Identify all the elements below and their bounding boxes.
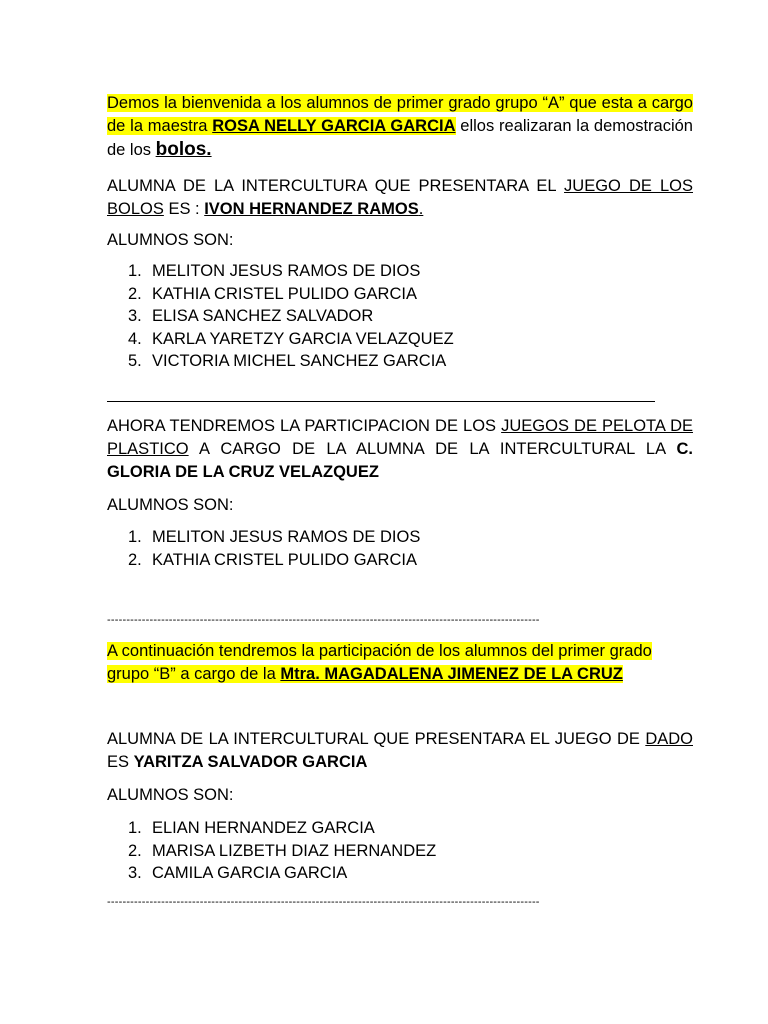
- students-heading: ALUMNOS SON:: [107, 496, 234, 514]
- list-item: 3. CAMILA GARCIA GARCIA: [128, 864, 348, 882]
- teacher-name: Mtra. MAGADALENA JIMENEZ DE LA CRUZ: [280, 665, 623, 683]
- list-item: 5. VICTORIA MICHEL SANCHEZ GARCIA: [128, 352, 447, 370]
- students-heading: ALUMNOS SON:: [107, 786, 234, 804]
- game-name: JUEGOS DE PELOTA DE PLASTICO: [107, 417, 693, 458]
- list-item: 2. KATHIA CRISTEL PULIDO GARCIA: [128, 550, 417, 569]
- list-item: 1. MELITON JESUS RAMOS DE DIOS: [128, 528, 421, 546]
- game-name: JUEGO DE LOS BOLOS: [107, 177, 693, 218]
- section-a-intro: [107, 92, 693, 162]
- section-c-intro: [107, 640, 693, 686]
- section-c-presenter: ALUMNA DE LA INTERCULTURAL QUE PRESENTARA EL JUEGO DE DADO ES YARITZA SALVADOR GARCIA: [107, 730, 693, 771]
- section-b-text: AHORA TENDREMOS LA PARTICIPACION DE LOS JUEGOS DE PELOTA DE PLASTICO A CARGO DE LA ALUMNA DE LA INTERCULTURAL LA C. GLORIA DE LA CRUZ VELAZQUEZ: [107, 417, 693, 481]
- list-item: 1. ELIAN HERNANDEZ GARCIA: [128, 819, 375, 837]
- game-name: bolos.: [155, 139, 212, 160]
- presenter-text: ES :: [163, 200, 205, 218]
- presenter-text: .: [418, 200, 424, 218]
- student-list: [107, 260, 454, 373]
- list-item: 3. ELISA SANCHEZ SALVADOR: [128, 307, 374, 325]
- presenter-name: IVON HERNANDEZ RAMOS: [204, 200, 419, 218]
- presenter-text: ALUMNA DE LA INTERCULTURA QUE PRESENTARA EL: [107, 177, 565, 195]
- list-item: 2. MARISA LIZBETH DIAZ HERNANDEZ: [128, 841, 437, 860]
- students-heading: ALUMNOS SON:: [107, 231, 234, 249]
- teacher-name: ROSA NELLY GARCIA GARCIA: [212, 117, 456, 135]
- list-item: 4. KARLA YARETZY GARCIA VELAZQUEZ: [128, 329, 454, 348]
- game-name: DADO: [645, 730, 693, 748]
- presenter-name: C. GLORIA DE LA CRUZ VELAZQUEZ: [107, 440, 693, 481]
- presenter-name: YARITZA SALVADOR GARCIA: [133, 753, 368, 771]
- list-item: 1. MELITON JESUS RAMOS DE DIOS: [128, 262, 421, 280]
- intro-text: ellos realizaran la demostración de los: [107, 117, 693, 159]
- separator-line: [107, 401, 655, 402]
- dashed-separator: ----------------------------------------------------------------------------------------------------------------: [107, 614, 540, 626]
- dashed-separator: ----------------------------------------------------------------------------------------------------------------: [107, 896, 540, 908]
- student-list: [107, 526, 420, 571]
- student-list: [107, 817, 436, 885]
- intro-text: A continuación tendremos la participación de los alumnos del primer grado grupo “B” a cargo de la: [107, 642, 652, 683]
- section-a-presenter: [107, 175, 693, 221]
- intro-text: Demos la bienvenida a los alumnos de primer grado grupo “A” que esta a cargo de la maestra: [107, 94, 693, 135]
- list-item: 2. KATHIA CRISTEL PULIDO GARCIA: [128, 284, 417, 303]
